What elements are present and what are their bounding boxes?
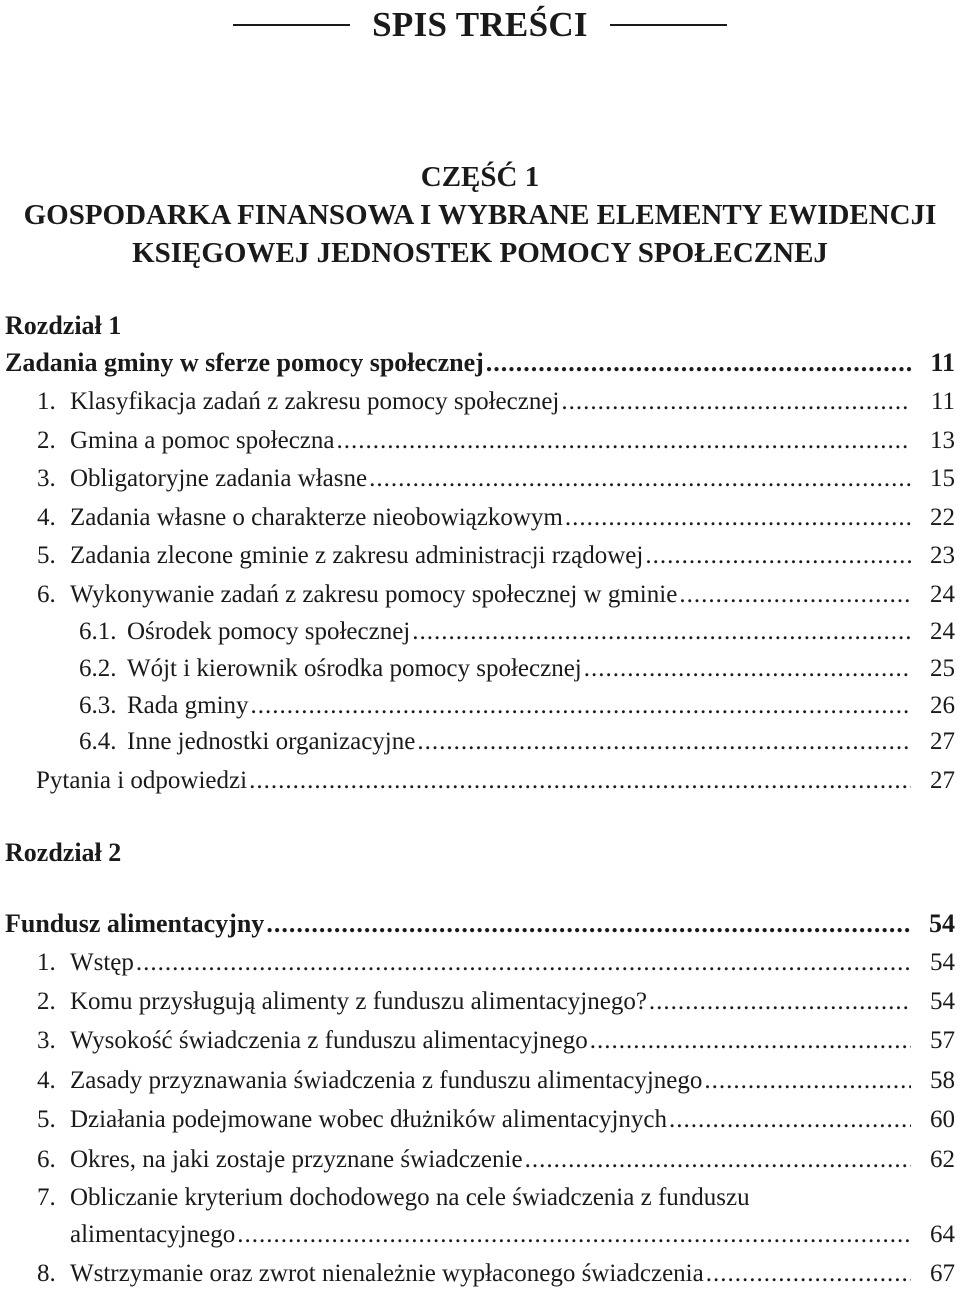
header-rule-right: [610, 24, 727, 26]
entry-title: Klasyfikacja zadań z zakresu pomocy społecznej: [70, 388, 560, 415]
toc-subentry[interactable]: [0, 613, 960, 651]
dot-leader: [249, 762, 911, 800]
entry-number: 5.: [37, 542, 56, 569]
entry-title: Zadania gminy w sferze pomocy społecznej: [5, 348, 484, 377]
dot-leader: [669, 1101, 911, 1139]
entry-page: 67: [930, 1260, 955, 1287]
entry-page: 27: [930, 728, 955, 755]
toc-entry[interactable]: [0, 422, 960, 460]
page-title: SPIS TREŚCI: [372, 5, 588, 44]
part-heading: [0, 158, 960, 272]
dot-leader: [337, 422, 912, 460]
entry-page: 54: [930, 988, 955, 1015]
toc-entry-chapter-2[interactable]: [0, 905, 960, 943]
entry-number: 2.: [37, 427, 56, 454]
toc-header: [0, 0, 960, 50]
entry-page: 64: [930, 1221, 955, 1248]
dot-leader: [369, 460, 911, 498]
entry-number: 3.: [37, 1027, 56, 1054]
dot-leader: [266, 905, 911, 943]
entry-number: 6.1.: [79, 618, 117, 645]
chapter-2-label: Rozdział 2: [5, 838, 122, 867]
entry-title: Gmina a pomoc społeczna: [70, 427, 335, 454]
dot-leader: [251, 687, 911, 725]
toc-entry[interactable]: [0, 1141, 960, 1179]
dot-leader: [136, 944, 911, 982]
header-rule-left: [233, 24, 350, 26]
entry-page: 11: [930, 348, 955, 377]
entry-title: Ośrodek pomocy społecznej: [127, 618, 411, 645]
entry-page: 23: [930, 542, 955, 569]
entry-number: 7.: [37, 1184, 56, 1211]
entry-page: 24: [930, 581, 955, 608]
entry-title-continuation: alimentacyjnego: [70, 1221, 236, 1248]
entry-title: Zadania zlecone gminie z zakresu administracji rządowej: [70, 542, 644, 569]
dot-leader: [412, 613, 911, 651]
dot-leader: [590, 1022, 911, 1060]
toc-entry[interactable]: [0, 1255, 960, 1293]
dot-leader: [237, 1216, 911, 1254]
part-label: CZĘŚĆ 1: [420, 161, 540, 193]
entry-page: 13: [930, 427, 955, 454]
entry-number: 6.4.: [79, 728, 117, 755]
entry-number: 1.: [37, 388, 56, 415]
entry-title: Rada gminy: [127, 692, 249, 719]
entry-number: 2.: [37, 988, 56, 1015]
toc-entry[interactable]: [0, 944, 960, 982]
entry-title: Wójt i kierownik ośrodka pomocy społecznej: [127, 655, 582, 682]
entry-page: 54: [929, 909, 955, 938]
entry-number: 6.2.: [79, 655, 117, 682]
toc-entry[interactable]: [0, 983, 960, 1021]
toc-entry[interactable]: [0, 383, 960, 421]
dot-leader: [706, 1255, 911, 1293]
dot-leader: [649, 983, 911, 1021]
entry-number: 5.: [37, 1106, 56, 1133]
toc-entry[interactable]: [0, 576, 960, 614]
toc-entry-continuation[interactable]: [0, 1216, 960, 1254]
dot-leader: [679, 576, 911, 614]
entry-number: 1.: [37, 949, 56, 976]
toc-entry[interactable]: [0, 1022, 960, 1060]
dot-leader: [417, 723, 911, 761]
entry-page: 58: [930, 1067, 955, 1094]
toc-entry-chapter-1[interactable]: [0, 344, 960, 382]
entry-page: 54: [930, 949, 955, 976]
dot-leader: [584, 650, 911, 688]
entry-title: Zasady przyznawania świadczenia z funduszu alimentacyjnego: [70, 1067, 703, 1094]
entry-title: Okres, na jaki zostaje przyznane świadczenie: [70, 1146, 523, 1173]
entry-number: 6.: [37, 581, 56, 608]
entry-page: 15: [930, 465, 955, 492]
entry-title: Wstęp: [70, 949, 134, 976]
entry-number: 3.: [37, 465, 56, 492]
entry-number: 6.3.: [79, 692, 117, 719]
chapter-1-label: Rozdział 1: [5, 311, 122, 340]
entry-page: 26: [930, 692, 955, 719]
entry-title: Zadania własne o charakterze nieobowiązkowym: [70, 504, 563, 531]
entry-page: 11: [930, 388, 955, 415]
entry-title: Obliczanie kryterium dochodowego na cele świadczenia z funduszu: [70, 1184, 750, 1211]
part-title-line-2: KSIĘGOWEJ JEDNOSTEK POMOCY SPOŁECZNEJ: [132, 237, 828, 269]
toc-entry-multiline[interactable]: [0, 1179, 960, 1217]
entry-title: Wstrzymanie oraz zwrot nienależnie wypłaconego świadczenia: [70, 1260, 704, 1287]
dot-leader: [525, 1141, 911, 1179]
dot-leader: [561, 383, 911, 421]
toc-entry[interactable]: [0, 1062, 960, 1100]
entry-page: 25: [930, 655, 955, 682]
entry-title: Komu przysługują alimenty z funduszu alimentacyjnego?: [70, 988, 647, 1015]
dot-leader: [565, 499, 911, 537]
entry-title: Wysokość świadczenia z funduszu alimentacyjnego: [70, 1027, 588, 1054]
dot-leader: [645, 537, 911, 575]
entry-title: Inne jednostki organizacyjne: [127, 728, 416, 755]
toc-entry[interactable]: [0, 537, 960, 575]
entry-page: 60: [930, 1106, 955, 1133]
entry-title: Wykonywanie zadań z zakresu pomocy społecznej w gminie: [70, 581, 678, 608]
toc-entry[interactable]: [0, 460, 960, 498]
entry-page: 22: [930, 504, 955, 531]
dot-leader: [486, 344, 911, 382]
entry-page: 27: [930, 767, 955, 794]
entry-number: 6.: [37, 1146, 56, 1173]
toc-entry-questions[interactable]: [0, 762, 960, 800]
part-title-line-1: GOSPODARKA FINANSOWA I WYBRANE ELEMENTY EWIDENCJI: [23, 199, 937, 231]
toc-entry[interactable]: [0, 499, 960, 537]
toc-entry[interactable]: [0, 1101, 960, 1139]
entry-number: 4.: [37, 1067, 56, 1094]
entry-number: 4.: [37, 504, 56, 531]
entry-title: Działania podejmowane wobec dłużników alimentacyjnych: [70, 1106, 668, 1133]
entry-title: Pytania i odpowiedzi: [36, 767, 248, 794]
entry-title: Fundusz alimentacyjny: [5, 909, 265, 938]
entry-page: 57: [930, 1027, 955, 1054]
entry-page: 62: [930, 1146, 955, 1173]
entry-page: 24: [930, 618, 955, 645]
toc-subentry[interactable]: [0, 687, 960, 725]
toc-subentry[interactable]: [0, 650, 960, 688]
dot-leader: [704, 1062, 911, 1100]
toc-subentry[interactable]: [0, 723, 960, 761]
entry-title: Obligatoryjne zadania własne: [70, 465, 368, 492]
entry-number: 8.: [37, 1260, 56, 1287]
